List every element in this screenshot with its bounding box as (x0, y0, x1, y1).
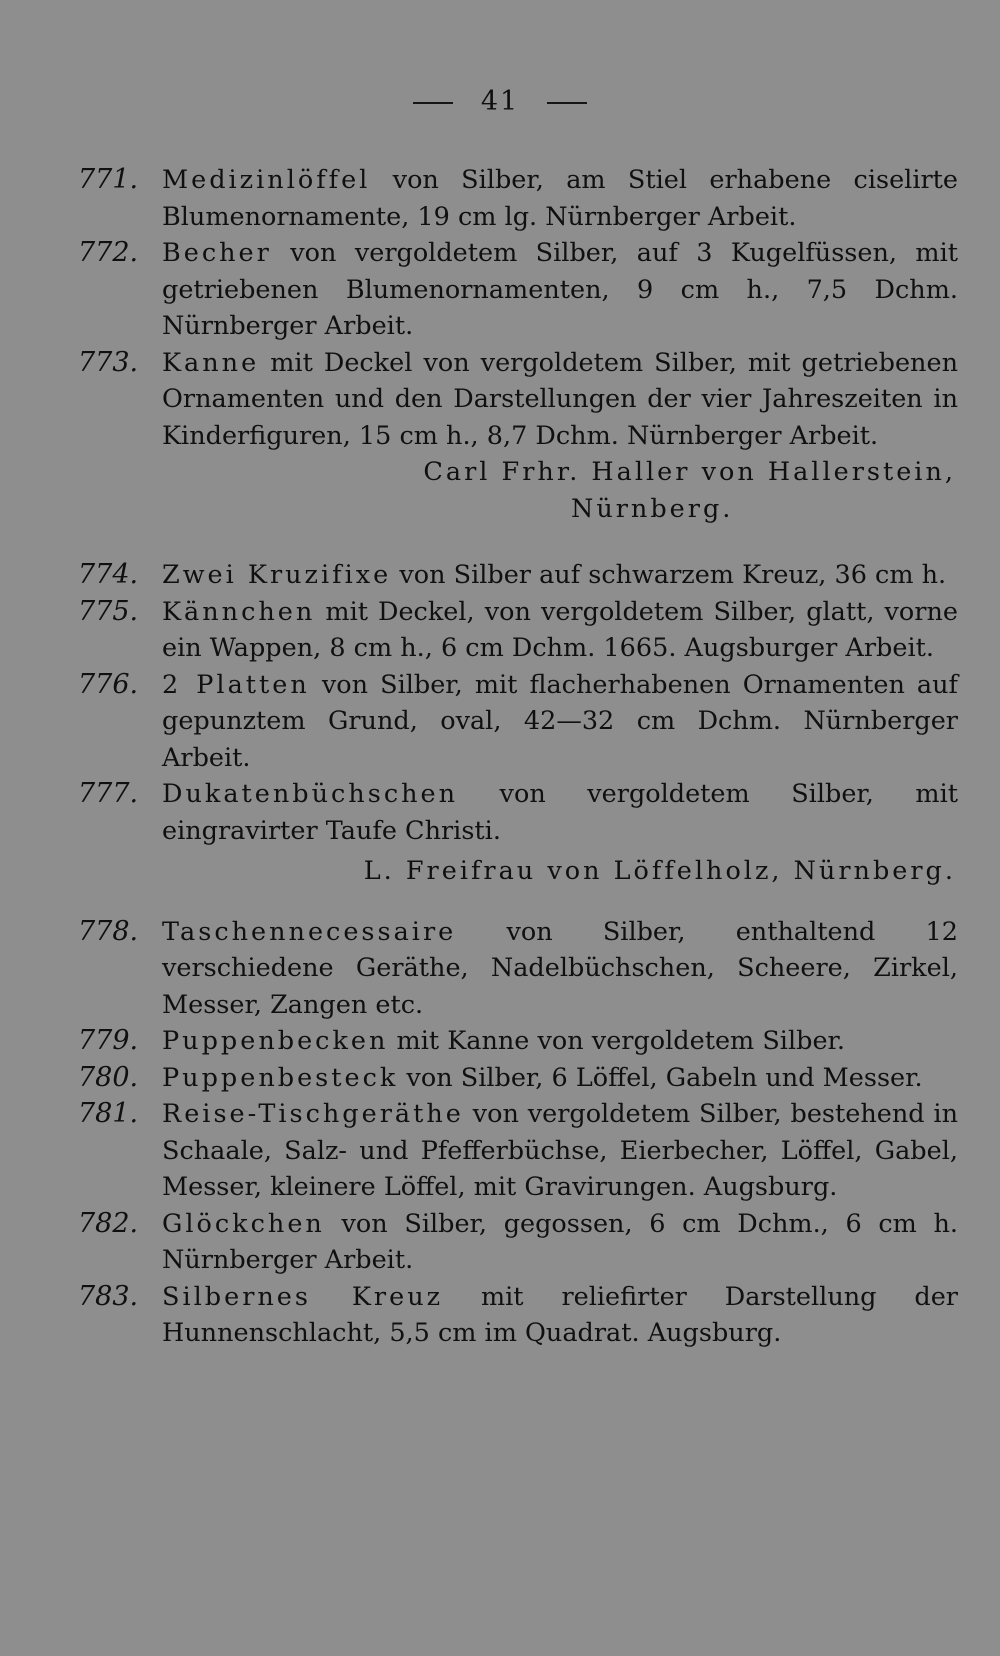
entry-text (162, 776, 958, 849)
entry-description: von Silber, am Stiel erhabene ciselirte Blumenornamente, 19 cm lg. Nürnberger Arbeit. (162, 165, 958, 232)
entry-number: 782. (78, 1207, 139, 1239)
entry-number: 776. (78, 668, 139, 700)
entry-description: mit Kanne von vergoldetem Silber. (388, 1026, 846, 1056)
entry-text (162, 914, 958, 1024)
entry-number: 779. (78, 1025, 139, 1056)
entry-keyword: Puppenbecken (162, 1026, 389, 1056)
entry-description: von vergoldetem Silber, bestehend in Schaale, Salz- und Pfefferbüchse, Eierbecher, Löffel, Gabel, Messer, kleinere Löffel, mit Gravirungen. Augsburg. (162, 1099, 958, 1202)
entry-description: mit Deckel, von vergoldetem Silber, glatt, vorne ein Wappen, 8 cm h., 6 cm Dchm. 1665. Augsburger Arbeit. (162, 596, 958, 663)
entry-keyword: Becher (162, 238, 272, 268)
entry-text (162, 162, 958, 235)
catalog-entry (78, 776, 958, 849)
entry-keyword: Silbernes Kreuz (162, 1281, 444, 1312)
entry-description: von Silber, 6 Löffel, Gabeln und Messer. (398, 1062, 923, 1093)
entry-number: 775. (78, 595, 139, 627)
catalog-entry (78, 235, 958, 345)
catalog-entry (78, 1023, 958, 1060)
catalog-entry (78, 557, 958, 594)
entry-keyword: Puppenbesteck (162, 1062, 399, 1093)
dash-right (547, 102, 587, 104)
section-gap (78, 890, 958, 914)
entry-text (162, 1206, 958, 1279)
catalog-entry (78, 594, 958, 667)
entry-text (162, 1060, 958, 1097)
entry-keyword: Taschennecessaire (162, 916, 457, 947)
entry-keyword: 2 Platten (162, 669, 310, 700)
catalog-entry (78, 1206, 958, 1279)
entry-text (162, 235, 958, 345)
entry-number: 780. (78, 1061, 139, 1093)
entry-keyword: Zwei Kruzifixe (162, 560, 392, 590)
page-number (0, 86, 1000, 117)
entry-number: 783. (78, 1280, 139, 1312)
entry-text (162, 667, 958, 777)
entry-description: von Silber, gegossen, 6 cm Dchm., 6 cm h. Nürnberger Arbeit. (162, 1208, 958, 1275)
entry-keyword: Glöckchen (162, 1208, 325, 1239)
entry-description: mit Deckel von vergoldetem Silber, mit getriebenen Ornamenten und den Darstellungen der vier Jahreszeiten in Kinderfiguren, 15 cm h., 8,7 Dchm. Nürnberger Arbeit. (162, 347, 958, 451)
entry-description: von Silber, enthaltend 12 verschiedene Geräthe, Nadelbüchschen, Scheere, Zirkel, Messer, Zangen etc. (162, 916, 958, 1020)
entry-text (162, 1096, 958, 1206)
entry-number: 773. (78, 346, 139, 378)
entry-keyword: Medizinlöffel (162, 165, 371, 195)
lender-credit (78, 454, 958, 527)
dash-left (413, 102, 453, 104)
lender-credit (78, 853, 958, 890)
entry-text (162, 345, 958, 455)
entry-description: von Silber auf schwarzem Kreuz, 36 cm h. (391, 560, 947, 590)
section-gap (78, 527, 958, 557)
lender-name: Carl Frhr. Haller von Hallerstein, (423, 457, 956, 487)
entry-number: 781. (78, 1098, 139, 1129)
entry-keyword: Kanne (162, 347, 260, 378)
entry-number: 771. (78, 164, 139, 195)
entry-text (162, 1023, 958, 1060)
entry-keyword: Reise-Tischgeräthe (162, 1099, 464, 1129)
entry-description: mit reliefirter Darstellung der Hunnenschlacht, 5,5 cm im Quadrat. Augsburg. (162, 1281, 959, 1348)
entry-text (162, 1279, 958, 1352)
entry-number: 777. (78, 778, 139, 809)
catalog-entry (78, 1279, 958, 1352)
catalog-entry (78, 1060, 958, 1097)
lender-name: L. Freifrau von Löffelholz, Nürnberg. (363, 856, 956, 886)
entry-number: 774. (78, 559, 139, 590)
entry-text (162, 594, 958, 667)
entry-keyword: Kännchen (162, 596, 316, 627)
page-number-text: 41 (480, 86, 520, 117)
catalog-entry (78, 914, 958, 1024)
entry-number: 778. (78, 915, 139, 947)
catalog-entry (78, 162, 958, 235)
entry-text (162, 557, 958, 594)
entry-description: von Silber, mit flacherhabenen Ornamenten auf gepunztem Grund, oval, 42—32 cm Dchm. Nürnberger Arbeit. (162, 669, 958, 773)
catalog-entry (78, 345, 958, 455)
catalog-entries (78, 162, 958, 1352)
catalog-entry (78, 667, 958, 777)
entry-description: von vergoldetem Silber, auf 3 Kugelfüssen, mit getriebenen Blumenornamenten, 9 cm h., 7,5 Dchm. Nürnberger Arbeit. (162, 238, 958, 341)
entry-keyword: Dukatenbüchschen (162, 779, 459, 809)
entry-description: von vergoldetem Silber, mit eingravirter Taufe Christi. (162, 779, 958, 846)
catalog-entry (78, 1096, 958, 1206)
entry-number: 772. (78, 237, 139, 268)
lender-city: Nürnberg. (571, 493, 734, 524)
